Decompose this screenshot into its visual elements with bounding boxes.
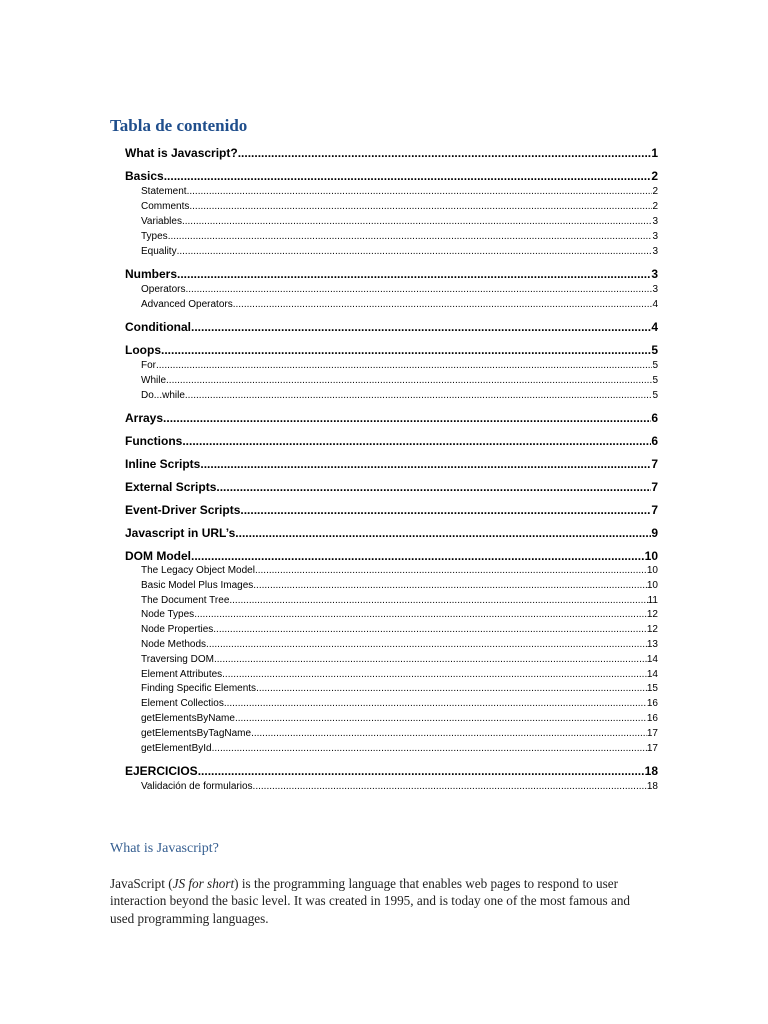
toc-leader-dots	[235, 712, 647, 727]
toc-leader-dots	[222, 668, 647, 683]
toc-page-number: 3	[652, 246, 658, 257]
toc-entry-label: Node Methods	[141, 638, 207, 650]
toc-subentry[interactable]	[125, 653, 658, 668]
toc-page-number: 15	[646, 683, 658, 695]
toc-entry[interactable]	[125, 145, 658, 161]
toc-subentry[interactable]	[125, 579, 658, 594]
toc-leader-dots	[238, 145, 652, 161]
toc-leader-dots	[255, 564, 647, 579]
table-of-contents	[125, 145, 658, 794]
toc-subentry[interactable]	[125, 608, 658, 623]
toc-page-number: 5	[651, 343, 658, 357]
toc-subentry[interactable]	[125, 184, 658, 199]
toc-page-number: 5	[652, 360, 658, 371]
toc-subentry[interactable]	[125, 697, 658, 712]
toc-leader-dots	[256, 682, 647, 697]
toc-entry-label: Equality	[141, 246, 177, 257]
toc-leader-dots	[235, 525, 651, 541]
toc-entry-label: Element Collectios	[141, 698, 224, 710]
toc-subentry[interactable]	[125, 668, 658, 683]
toc-leader-dots	[182, 214, 652, 229]
toc-entry-label: Operators	[141, 284, 186, 295]
toc-subentry[interactable]	[125, 712, 658, 727]
toc-entry-label: EJERCICIOS	[125, 764, 198, 779]
toc-page-number: 7	[651, 503, 658, 517]
toc-entry-label: getElementsByName	[141, 712, 235, 724]
toc-entry-label: The Legacy Object Model	[141, 565, 255, 576]
toc-entry-label: Basics	[125, 169, 164, 183]
toc-entry-label: Traversing DOM	[141, 653, 214, 665]
toc-subentry[interactable]	[125, 199, 658, 214]
toc-page-number: 10	[644, 549, 658, 563]
toc-page-number: 16	[646, 698, 658, 710]
toc-entry[interactable]	[125, 266, 658, 282]
toc-entry[interactable]	[125, 456, 658, 472]
toc-entry-label: External Scripts	[125, 480, 217, 494]
toc-entry[interactable]	[125, 342, 658, 358]
toc-leader-dots	[182, 433, 651, 449]
toc-entry-label: Functions	[125, 434, 183, 448]
toc-page-number: 14	[646, 668, 658, 680]
toc-entry[interactable]	[125, 525, 658, 541]
toc-entry[interactable]	[125, 763, 658, 779]
intro-text-emphasis: JS for short	[172, 876, 235, 891]
toc-leader-dots	[206, 638, 647, 653]
toc-entry-label: Loops	[125, 343, 161, 357]
toc-subentry[interactable]	[125, 742, 658, 757]
toc-leader-dots	[156, 358, 652, 373]
toc-entry-label: Event-Driver Scripts	[125, 503, 241, 517]
toc-page-number: 12	[646, 609, 658, 621]
toc-page-number: 16	[646, 712, 658, 724]
toc-entry[interactable]	[125, 502, 658, 518]
toc-entry-label: Statement	[141, 186, 187, 197]
toc-leader-dots	[213, 623, 647, 638]
toc-page-number: 3	[652, 231, 658, 242]
toc-leader-dots	[198, 763, 645, 779]
toc-entry-label: Variables	[141, 216, 182, 227]
toc-page-number: 7	[651, 457, 658, 471]
toc-entry-label: Inline Scripts	[125, 457, 201, 471]
toc-subentry[interactable]	[125, 229, 658, 244]
toc-subentry[interactable]	[125, 564, 658, 579]
toc-page-number: 6	[651, 411, 658, 425]
toc-page-number: 2	[651, 169, 658, 183]
toc-leader-dots	[166, 373, 652, 388]
toc-page-number: 12	[646, 624, 658, 636]
toc-entry-label: The Document Tree	[141, 594, 230, 606]
toc-leader-dots	[200, 456, 651, 472]
section-heading: What is Javascript?	[110, 841, 219, 856]
toc-entry-label: getElementById	[141, 742, 212, 754]
toc-leader-dots	[161, 342, 651, 358]
intro-paragraph	[110, 875, 640, 927]
toc-page-number: 17	[646, 742, 658, 754]
toc-page-number: 18	[646, 781, 658, 793]
toc-page-number: 2	[652, 201, 658, 212]
toc-title: Tabla de contenido	[110, 116, 248, 135]
toc-leader-dots	[240, 502, 651, 518]
toc-page-number: 1	[651, 146, 658, 160]
toc-entry-label: Types	[141, 231, 168, 242]
toc-page-number: 4	[651, 320, 658, 334]
toc-subentry[interactable]	[125, 638, 658, 653]
intro-text-start: JavaScript (	[110, 876, 173, 891]
toc-leader-dots	[212, 742, 647, 757]
toc-page-number: 14	[646, 653, 658, 665]
toc-page-number: 2	[652, 186, 658, 197]
toc-entry[interactable]	[125, 433, 658, 449]
toc-subentry[interactable]	[125, 373, 658, 388]
toc-leader-dots	[191, 319, 651, 335]
toc-entry-label: Validación de formularios	[141, 781, 253, 793]
toc-leader-dots	[177, 244, 653, 259]
toc-page-number: 5	[652, 375, 658, 386]
toc-entry-label: While	[141, 375, 167, 386]
toc-subentry[interactable]	[125, 779, 658, 794]
toc-leader-dots	[168, 229, 653, 244]
toc-subentry[interactable]	[125, 594, 658, 609]
toc-leader-dots	[185, 388, 653, 403]
intro-text-end: ) is the programming language that enables web pages to respond to user interaction beyond the basic level. It was created in 1995, and is today one of the most famous and used programming languages.	[110, 876, 631, 926]
toc-leader-dots	[189, 199, 652, 214]
toc-leader-dots	[187, 184, 653, 199]
toc-entry[interactable]	[125, 548, 658, 564]
toc-page-number: 13	[646, 638, 658, 650]
toc-page-number: 5	[652, 390, 658, 401]
toc-entry-label: getElementsByTagName	[141, 727, 252, 739]
toc-subentry[interactable]	[125, 682, 658, 697]
toc-entry[interactable]	[125, 479, 658, 495]
toc-subentry[interactable]	[125, 214, 658, 229]
toc-entry-label: Numbers	[125, 267, 178, 281]
toc-entry-label: Finding Specific Elements	[141, 683, 257, 695]
toc-leader-dots	[194, 608, 647, 623]
toc-leader-dots	[185, 282, 652, 297]
toc-page-number: 3	[652, 284, 658, 295]
toc-leader-dots	[191, 548, 645, 564]
toc-entry[interactable]	[125, 319, 658, 335]
toc-entry[interactable]	[125, 410, 658, 426]
toc-entry-label: What is Javascript?	[125, 146, 238, 160]
toc-leader-dots	[216, 479, 651, 495]
toc-page-number: 4	[652, 299, 658, 310]
toc-page-number: 6	[651, 434, 658, 448]
toc-entry-label: Javascript in URL’s	[125, 526, 236, 540]
toc-page-number: 17	[646, 727, 658, 739]
toc-subentry[interactable]	[125, 297, 658, 312]
toc-leader-dots	[163, 410, 651, 426]
toc-leader-dots	[253, 779, 647, 794]
toc-page-number: 10	[646, 565, 658, 576]
toc-page-number: 3	[652, 216, 658, 227]
toc-page-number: 11	[647, 594, 658, 606]
toc-leader-dots	[253, 579, 647, 594]
toc-entry-label: Element Attributes	[141, 668, 223, 680]
toc-leader-dots	[224, 697, 647, 712]
toc-leader-dots	[251, 727, 647, 742]
toc-subentry[interactable]	[125, 388, 658, 403]
toc-entry-label: Arrays	[125, 411, 164, 425]
toc-entry-label: DOM Model	[125, 549, 191, 563]
toc-page-number: 9	[651, 526, 658, 540]
toc-entry-label: Comments	[141, 201, 190, 212]
toc-subentry[interactable]	[125, 244, 658, 259]
toc-subentry[interactable]	[125, 358, 658, 373]
toc-page-number: 3	[651, 267, 658, 281]
toc-entry-label: Node Properties	[141, 624, 214, 636]
toc-entry-label: Conditional	[125, 320, 191, 334]
toc-leader-dots	[164, 168, 652, 184]
toc-entry-label: Basic Model Plus Images	[141, 579, 254, 591]
toc-leader-dots	[177, 266, 651, 282]
toc-subentry[interactable]	[125, 727, 658, 742]
toc-leader-dots	[233, 297, 653, 312]
toc-entry[interactable]	[125, 168, 658, 184]
toc-entry-label: For	[141, 360, 156, 371]
toc-subentry[interactable]	[125, 623, 658, 638]
toc-leader-dots	[214, 653, 647, 668]
toc-entry-label: Do...while	[141, 390, 185, 401]
toc-entry-label: Node Types	[141, 609, 195, 621]
toc-subentry[interactable]	[125, 282, 658, 297]
toc-page-number: 7	[651, 480, 658, 494]
toc-page-number: 18	[644, 764, 658, 779]
toc-page-number: 10	[646, 579, 658, 591]
toc-leader-dots	[229, 594, 647, 609]
toc-entry-label: Advanced Operators	[141, 299, 233, 310]
